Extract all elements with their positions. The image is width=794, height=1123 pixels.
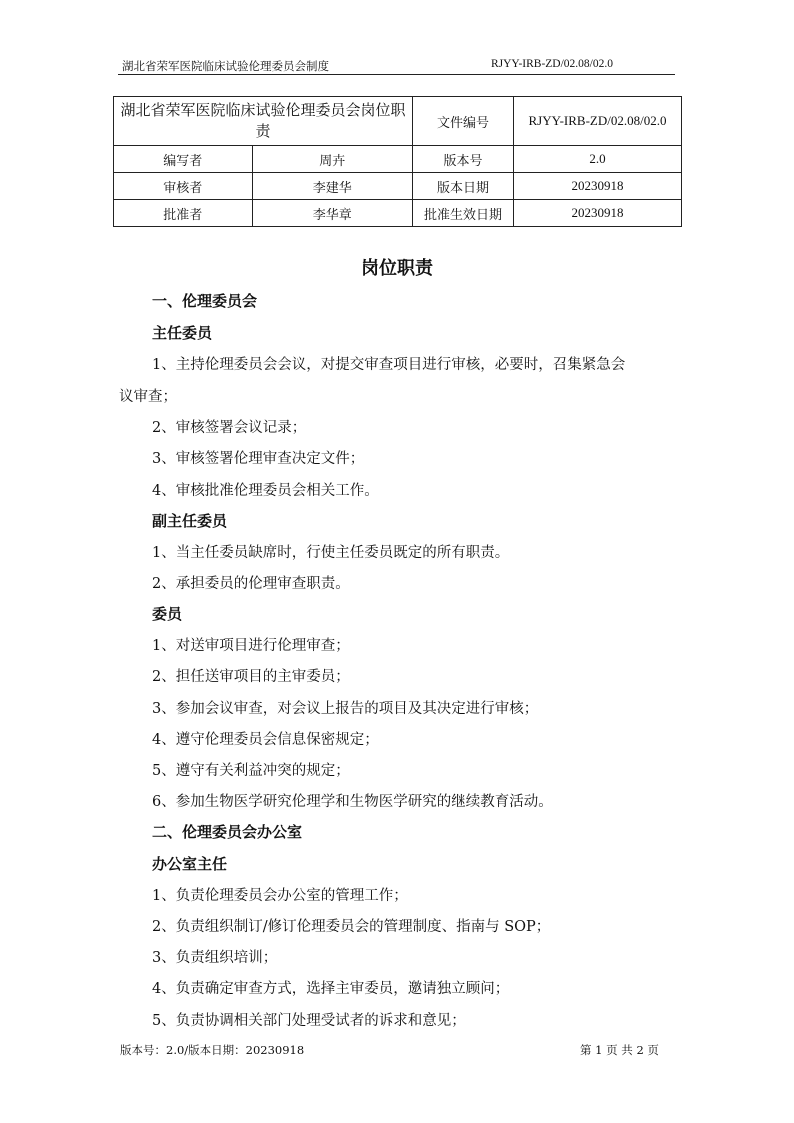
field-value: 2.0 bbox=[513, 146, 681, 173]
paragraph-line: 1、主持伦理委员会会议，对提交审查项目进行审核，必要时，召集紧急会 bbox=[152, 357, 626, 373]
person-name: 周卉 bbox=[252, 146, 412, 173]
person-name: 李建华 bbox=[252, 173, 412, 200]
subsection-heading: 办公室主任 bbox=[152, 855, 228, 873]
header-institution: 湖北省荣军医院临床试验伦理委员会制度 bbox=[122, 59, 329, 73]
table-row bbox=[114, 173, 682, 200]
document-title-cell: 湖北省荣军医院临床试验伦理委员会岗位职责 bbox=[114, 97, 413, 146]
header-doc-code: RJYY-IRB-ZD/02.08/02.0 bbox=[490, 58, 613, 70]
paragraph-line: 5、遵守有关利益冲突的规定； bbox=[152, 763, 350, 779]
paragraph-line: 4、遵守伦理委员会信息保密规定； bbox=[152, 732, 379, 748]
paragraph-line: 1、当主任委员缺席时，行使主任委员既定的所有职责。 bbox=[152, 545, 510, 561]
table-row bbox=[114, 97, 682, 146]
field-value: 20230918 bbox=[513, 200, 681, 227]
subsection-heading: 委员 bbox=[152, 605, 183, 623]
paragraph-line: 3、参加会议审查，对会议上报告的项目及其决定进行审核； bbox=[152, 701, 539, 717]
doc-number-value: RJYY-IRB-ZD/02.08/02.0 bbox=[513, 97, 681, 146]
paragraph-line: 4、负责确定审查方式，选择主审委员，邀请独立顾问； bbox=[152, 981, 510, 997]
role-label: 批准者 bbox=[114, 200, 253, 227]
footer-page-number: 第 1 页 共 2 页 bbox=[580, 1043, 659, 1057]
paragraph-line: 4、审核批准伦理委员会相关工作。 bbox=[152, 483, 379, 499]
table-row bbox=[114, 146, 682, 173]
field-label: 批准生效日期 bbox=[412, 200, 513, 227]
person-name: 李华章 bbox=[252, 200, 412, 227]
role-label: 编写者 bbox=[114, 146, 253, 173]
paragraph-line: 3、负责组织培训； bbox=[152, 950, 278, 966]
paragraph-line: 2、审核签署会议记录； bbox=[152, 420, 307, 436]
field-label: 版本号 bbox=[412, 146, 513, 173]
paragraph-line: 2、担任送审项目的主审委员； bbox=[152, 669, 350, 685]
field-label: 版本日期 bbox=[412, 173, 513, 200]
paragraph-line: 议审查； bbox=[119, 389, 177, 405]
paragraph-line: 2、负责组织制订/修订伦理委员会的管理制度、指南与 SOP； bbox=[152, 919, 551, 935]
document-control-table bbox=[113, 96, 682, 227]
subsection-heading: 副主任委员 bbox=[152, 512, 228, 530]
section-heading: 一、伦理委员会 bbox=[152, 292, 258, 310]
field-value: 20230918 bbox=[513, 173, 681, 200]
paragraph-line: 1、对送审项目进行伦理审查； bbox=[152, 638, 350, 654]
doc-number-label: 文件编号 bbox=[412, 97, 513, 146]
paragraph-line: 6、参加生物医学研究伦理学和生物医学研究的继续教育活动。 bbox=[152, 794, 553, 810]
subsection-heading: 主任委员 bbox=[152, 324, 213, 342]
role-label: 审核者 bbox=[114, 173, 253, 200]
page-title: 岗位职责 bbox=[361, 258, 433, 279]
table-row bbox=[114, 200, 682, 227]
section-heading: 二、伦理委员会办公室 bbox=[152, 823, 303, 841]
paragraph-line: 5、负责协调相关部门处理受试者的诉求和意见； bbox=[152, 1013, 466, 1029]
footer-version: 版本号：2.0/版本日期：20230918 bbox=[120, 1043, 305, 1057]
paragraph-line: 2、承担委员的伦理审查职责。 bbox=[152, 576, 350, 592]
page-header bbox=[118, 57, 675, 75]
paragraph-line: 3、审核签署伦理审查决定文件； bbox=[152, 451, 365, 467]
paragraph-line: 1、负责伦理委员会办公室的管理工作； bbox=[152, 888, 408, 904]
